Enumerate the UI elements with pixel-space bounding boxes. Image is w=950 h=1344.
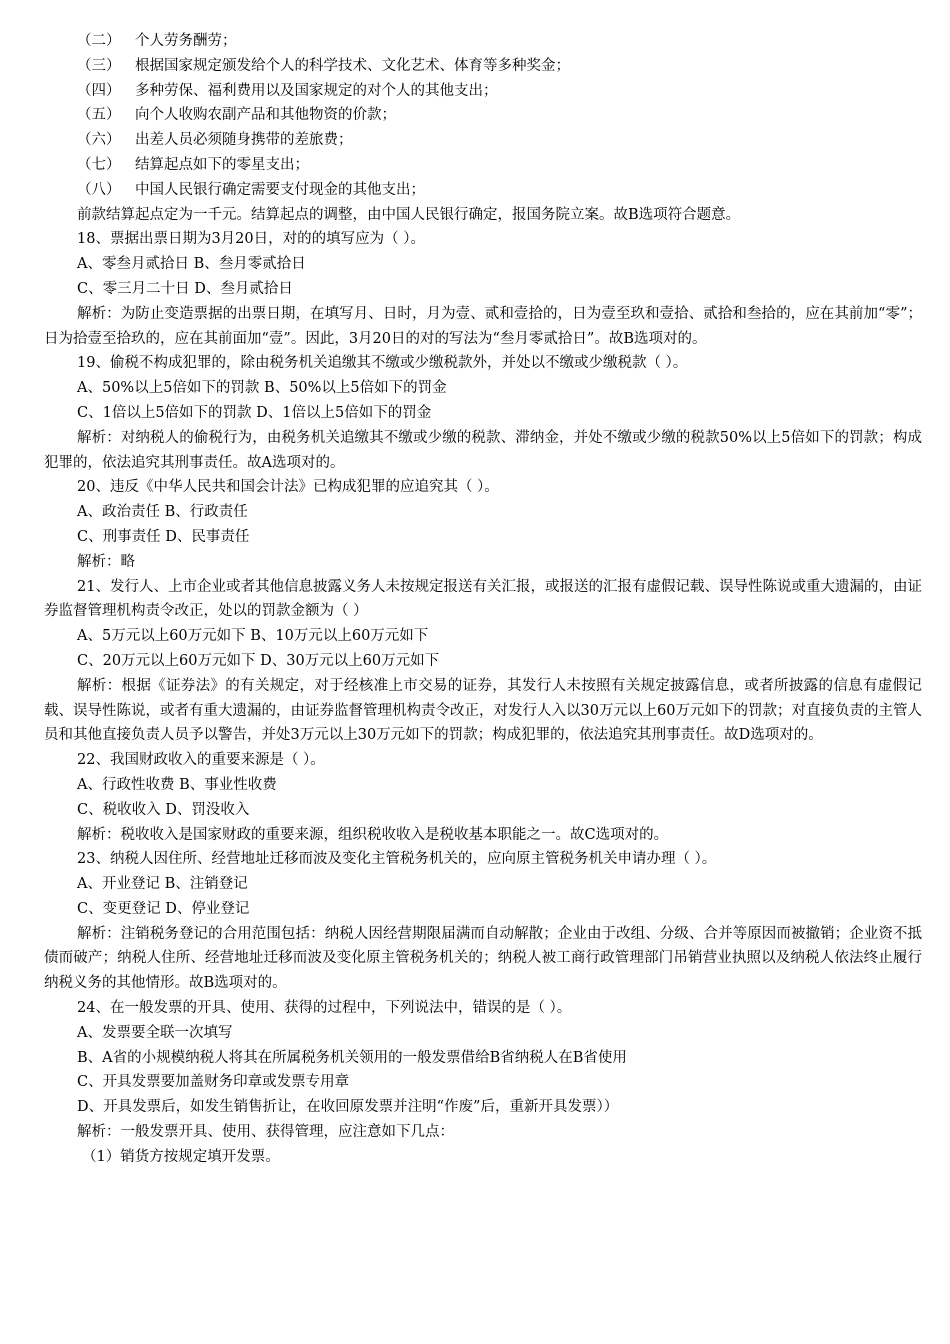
question-19: 19、偷税不构成犯罪的，除由税务机关追缴其不缴或少缴税款外，并处以不缴或少缴税款（ ）。 [77,355,688,372]
question-23-analysis: 解析：注销税务登记的合用范围包括：纳税人因经营期限届满而自动解散；企业由于改组、分级、合并等原因而被撤销；企业资不抵债而破产；纳税人住所、经营地址迁移而波及变化原主管税务机关的；纳税人被工商行政管理部门吊销营业执照以及纳税人依法终止履行纳税义务的其他情形。故B选项对的。 [44,925,922,992]
list-item [77,29,922,54]
question-19-options-ab: A、50%以上5倍如下的罚款 B、50%以上5倍如下的罚金 [77,380,447,397]
list-item-number: （三） [77,57,121,74]
question-24-option-d: D、开具发票后，如发生销售折让，在收回原发票并注明“作废”后，重新开具发票）） [77,1099,619,1116]
question-20: 20、违反《中华人民共和国会计法》已构成犯罪的应追究其（ ）。 [77,479,499,496]
list-item-text: 向个人收购农副产品和其他物资的价款； [135,107,396,124]
list-item [77,79,922,104]
expenditure-list [44,29,922,203]
list-item [77,178,922,203]
question-22-options-cd: C、税收收入 D、罚没收入 [77,801,250,818]
question-22-options-ab: A、行政性收费 B、事业性收费 [77,776,277,793]
list-item-number: （五） [77,107,121,124]
question-21-options-cd: C、20万元以上60万元如下 D、30万元以上60万元如下 [77,652,440,669]
question-21-options-ab: A、5万元以上60万元如下 B、10万元以上60万元如下 [77,628,429,645]
question-22-analysis: 解析：税收收入是国家财政的重要来源，组织税收收入是税收基本职能之一。故C选项对的。 [77,826,669,843]
list-item [77,153,922,178]
question-19-analysis: 解析：对纳税人的偷税行为，由税务机关追缴其不缴或少缴的税款、滞纳金，并处不缴或少缴的税款50%以上5倍如下的罚款；构成犯罪的，依法追究其刑事责任。故A选项对的。 [44,429,922,471]
question-21-analysis: 解析：根据《证券法》的有关规定，对于经核准上市交易的证券，其发行人未按照有关规定披露信息，或者所披露的信息有虚假记载、误导性陈说，或者有重大遗漏的，由证券监督管理机构责令改正，对发行人入以30万元以上60万元如下的罚款；对直接负责的主管人员和其他直接负责人员予以警告，并处3万元以上30万元如下的罚款；构成犯罪的，依法追究其刑事责任。故D选项对的。 [44,677,922,744]
question-22: 22、我国财政收入的重要来源是（ ）。 [77,752,325,769]
list-item [77,103,922,128]
question-19-options-cd: C、1倍以上5倍如下的罚款 D、1倍以上5倍如下的罚金 [77,404,432,421]
list-item-text: 个人劳务酬劳； [135,33,237,49]
paragraph-settlement-threshold: 前款结算起点定为一千元。结算起点的调整，由中国人民银行确定，报国务院立案。故B选项符合题意。 [77,206,741,223]
list-item [77,128,922,153]
question-21: 21、发行人、上市企业或者其他信息披露义务人未按规定报送有关汇报，或报送的汇报有虚假记载、误导性陈说或重大遗漏的，由证券监督管理机构责令改正，处以的罚款金额为（ ） [44,578,922,620]
question-18-options-ab: A、零叁月贰拾日 B、叁月零贰拾日 [77,256,306,273]
question-23: 23、纳税人因住所、经营地址迁移而波及变化主管税务机关的，应向原主管税务机关申请办理（ ）。 [77,851,717,868]
question-18: 18、票据出票日期为3月20日，对的的填写应为（ ）。 [77,231,425,248]
list-item-text: 多种劳保、福利费用以及国家规定的对个人的其他支出； [135,82,498,99]
question-23-options-cd: C、变更登记 D、停业登记 [77,900,250,917]
question-18-analysis: 解析：为防止变造票据的出票日期，在填写月、日时，月为壹、贰和壹拾的，日为壹至玖和壹拾、贰拾和叁拾的，应在其前加“零”；日为拾壹至拾玖的，应在其前面加“壹”。因此，3月20日的对的写法为“叁月零贰拾日”。故B选项对的。 [44,305,922,347]
question-24-option-b: B、A省的小规模纳税人将其在所属税务机关领用的一般发票借给B省纳税人在B省使用 [77,1049,627,1066]
question-24-option-a: A、发票要全联一次填写 [77,1024,233,1041]
list-item-number: （四） [77,82,121,99]
list-item-text: 根据国家规定颁发给个人的科学技术、文化艺术、体育等多种奖金； [135,57,570,74]
question-18-options-cd: C、零三月二十日 D、叁月贰拾日 [77,280,293,297]
list-item-number: （八） [77,181,121,198]
list-item-number: （六） [77,132,121,149]
question-20-options-cd: C、刑事责任 D、民事责任 [77,528,250,545]
question-24: 24、在一般发票的开具、使用、获得的过程中，下列说法中，错误的是（ ）。 [77,1000,572,1017]
question-23-options-ab: A、开业登记 B、注销登记 [77,876,248,893]
question-24-analysis: 解析：一般发票开具、使用、获得管理，应注意如下几点： [77,1124,454,1141]
list-item-number: （二） [77,33,121,49]
analysis-point-1: （1）销货方按规定填开发票。 [82,1148,280,1165]
list-item [77,54,922,79]
list-item-text: 结算起点如下的零星支出； [135,156,309,173]
question-24-option-c: C、开具发票要加盖财务印章或发票专用章 [77,1074,350,1091]
list-item-text: 出差人员必须随身携带的差旅费； [135,132,353,149]
question-20-options-ab: A、政治责任 B、行政责任 [77,504,248,521]
list-item-text: 中国人民银行确定需要支付现金的其他支出； [135,181,425,198]
question-20-analysis: 解析：略 [77,553,135,570]
list-item-number: （七） [77,156,121,173]
